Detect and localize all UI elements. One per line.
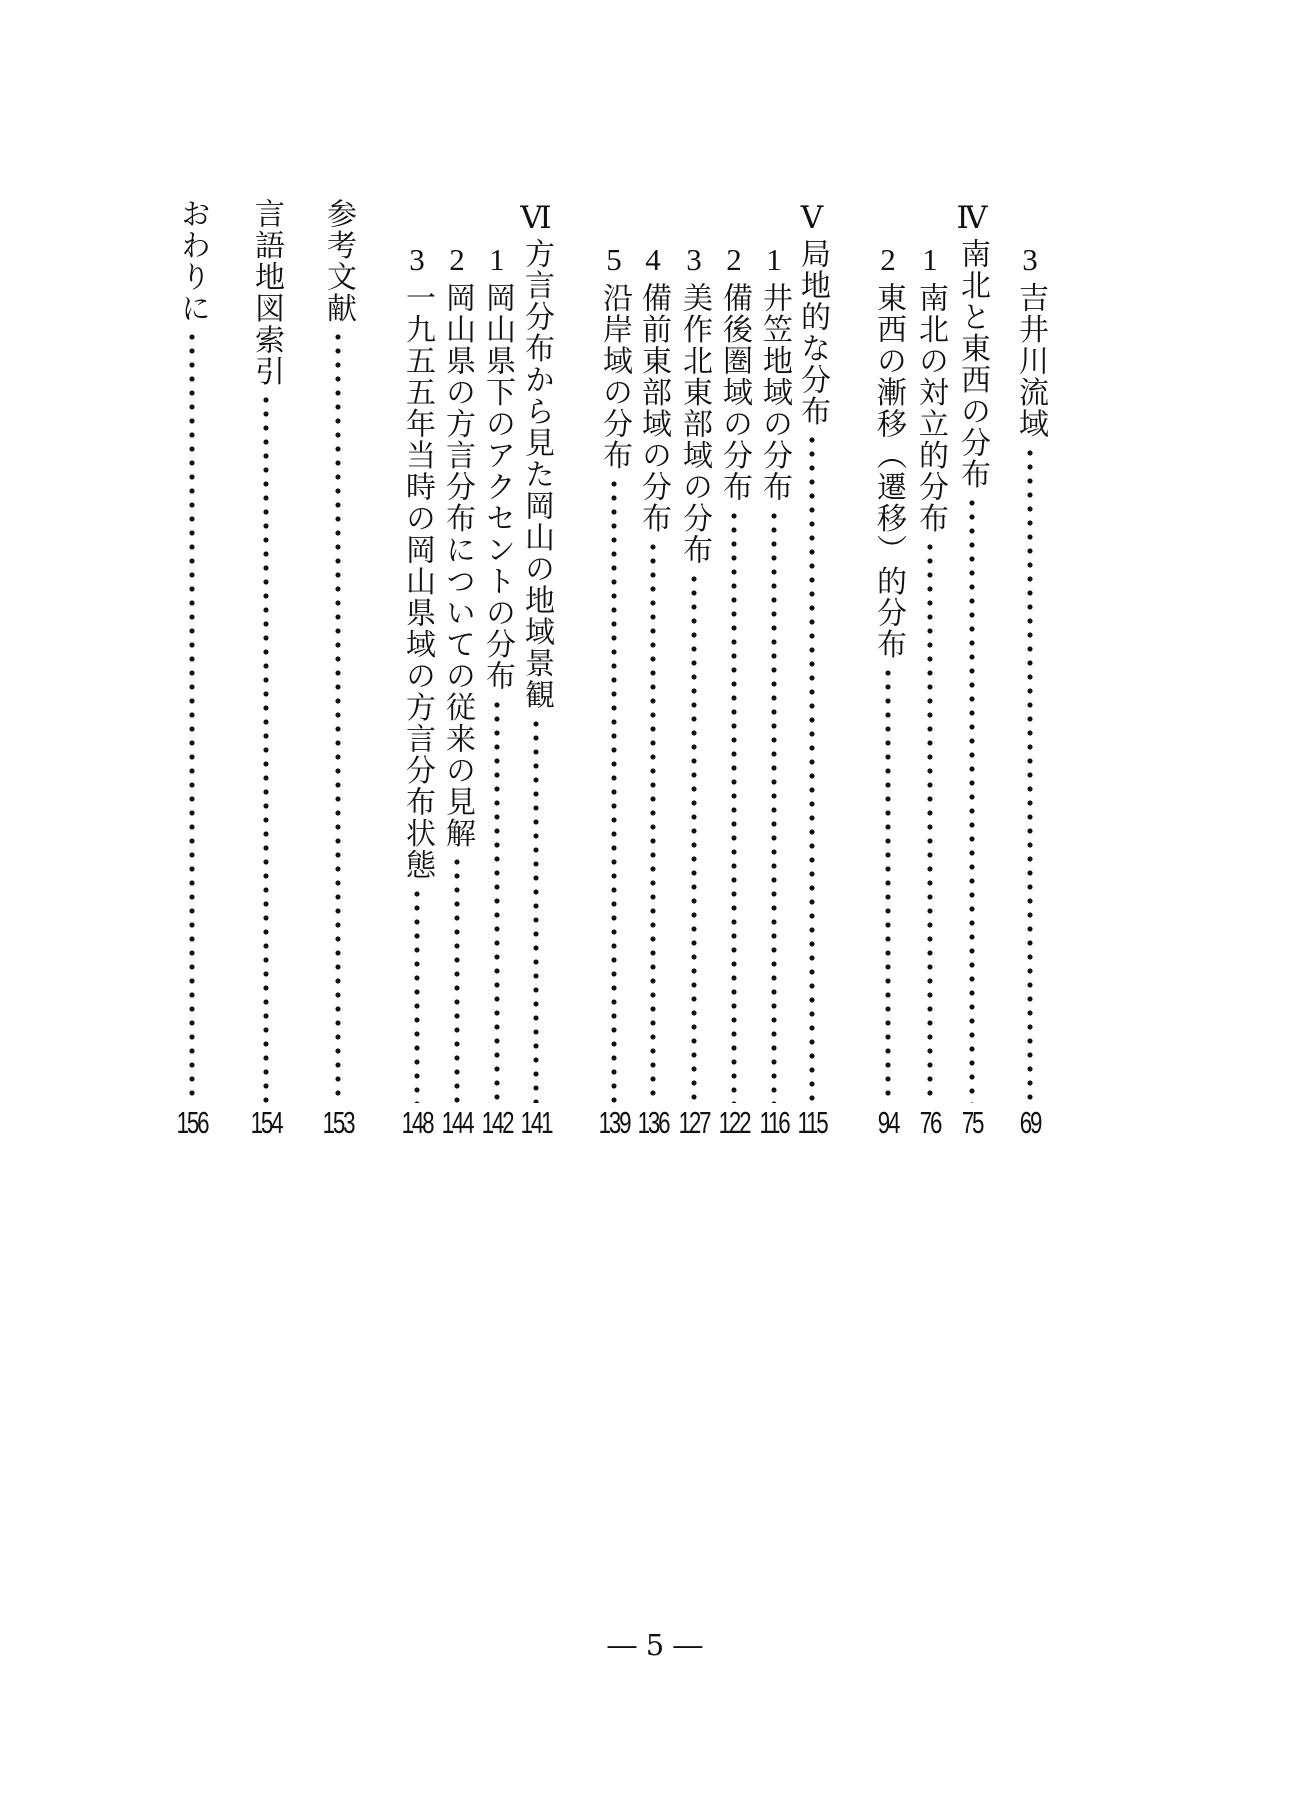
toc-entry	[172, 198, 212, 1160]
toc-page-number: 122	[718, 1105, 750, 1140]
section-number: 3	[686, 242, 702, 277]
dot-leader	[910, 540, 950, 1103]
toc-entry-title: 東西の漸移（遷移）的分布	[871, 282, 906, 660]
dot-leader	[172, 330, 212, 1103]
toc-page-number: 115	[797, 1105, 827, 1140]
toc-entry-column	[910, 198, 950, 1103]
toc-entry	[952, 198, 992, 1160]
toc-entry-title: 南北と東西の分布	[955, 238, 990, 490]
toc-entry-title: 岡山県の方言分布についての従来の見解	[440, 282, 475, 849]
dot-leader	[437, 855, 477, 1103]
toc-entry-title: 方言分布から見た岡山の地域景観	[519, 238, 554, 711]
toc-entry-column	[674, 198, 714, 1103]
toc-page-number: 94	[877, 1105, 899, 1140]
section-number: 2	[880, 242, 896, 277]
toc-entry-column	[714, 198, 754, 1103]
toc-entry-column	[172, 198, 212, 1103]
section-number: 3	[1022, 242, 1038, 277]
toc-page-number: 141	[520, 1105, 552, 1140]
dot-leader	[792, 433, 832, 1103]
toc-entry	[868, 198, 908, 1160]
toc-entry-title: 岡山県下のアクセントの分布	[480, 282, 515, 692]
dot-leader	[633, 540, 673, 1103]
toc-entry-title: 備後圏域の分布	[717, 282, 752, 503]
section-number: 2	[726, 242, 742, 277]
toc-entry-column	[952, 198, 992, 1103]
toc-page-number: 144	[441, 1105, 473, 1140]
toc-page-number: 69	[1019, 1105, 1041, 1140]
toc-entry-title: 局地的な分布	[795, 238, 830, 427]
toc-entry-column	[594, 198, 634, 1103]
toc-entry	[792, 198, 832, 1160]
toc-entry-column	[1010, 198, 1050, 1103]
dot-leader	[318, 330, 358, 1103]
dot-leader	[868, 666, 908, 1103]
toc-page-number: 148	[401, 1105, 433, 1140]
dot-leader	[754, 509, 794, 1104]
toc-entry	[437, 198, 477, 1160]
toc-entry	[594, 198, 634, 1160]
section-number: 1	[489, 242, 505, 277]
toc-entry-column	[397, 198, 437, 1103]
section-number: 1	[766, 242, 782, 277]
toc-entry	[397, 198, 437, 1160]
toc-entry-title: 一九五五年当時の岡山県域の方言分布状態	[400, 282, 435, 881]
dot-leader	[397, 887, 437, 1104]
toc-entry	[714, 198, 754, 1160]
toc-page-number: 153	[322, 1105, 354, 1140]
toc-entry	[318, 198, 358, 1160]
section-number: 2	[449, 242, 465, 277]
dot-leader	[674, 572, 714, 1104]
section-number: 3	[409, 242, 425, 277]
toc-entry-column	[633, 198, 673, 1103]
toc-entry-title: 参考文献	[321, 198, 356, 324]
section-number: 5	[606, 242, 622, 277]
dot-leader	[714, 509, 754, 1104]
toc-page-number: 127	[678, 1105, 710, 1140]
dot-leader	[246, 393, 286, 1103]
chapter-numeral: Ⅳ	[956, 200, 988, 235]
dot-leader	[594, 477, 634, 1103]
toc-page-number: 76	[919, 1105, 941, 1140]
toc-entry-title: 美作北東部域の分布	[677, 282, 712, 566]
toc-entry	[633, 198, 673, 1160]
page-number: ― 5 ―	[607, 1628, 703, 1662]
toc-entry-title: 沿岸域の分布	[597, 282, 632, 471]
toc-page-number: 116	[759, 1105, 789, 1140]
toc-entry	[516, 198, 556, 1160]
toc-entry	[910, 198, 950, 1160]
toc-entry-column	[516, 198, 556, 1103]
toc-page-number: 156	[176, 1105, 208, 1140]
toc-page-number: 136	[637, 1105, 669, 1140]
dot-leader	[1010, 446, 1050, 1104]
toc-entry-title: おわりに	[175, 198, 210, 324]
dot-leader	[477, 698, 517, 1104]
toc-entry-column	[246, 198, 286, 1103]
toc-entry-column	[868, 198, 908, 1103]
chapter-numeral: Ⅵ	[520, 200, 552, 235]
dot-leader	[516, 717, 556, 1104]
toc-page-number: 139	[598, 1105, 630, 1140]
toc-entry	[477, 198, 517, 1160]
toc-entry	[1010, 198, 1050, 1160]
dot-leader	[952, 496, 992, 1103]
toc-page-number: 154	[250, 1105, 282, 1140]
toc-entry	[674, 198, 714, 1160]
toc-entry	[246, 198, 286, 1160]
section-number: 1	[922, 242, 938, 277]
section-number: 4	[645, 242, 661, 277]
toc-entry-column	[792, 198, 832, 1103]
toc-entry-title: 井笠地域の分布	[757, 282, 792, 503]
chapter-numeral: Ⅴ	[800, 200, 824, 235]
toc-entry-column	[437, 198, 477, 1103]
toc-entry-title: 言語地図索引	[249, 198, 284, 387]
toc-entry-title: 備前東部域の分布	[636, 282, 671, 534]
toc-entry-title: 南北の対立的分布	[913, 282, 948, 534]
toc-entry	[754, 198, 794, 1160]
toc-entry-column	[477, 198, 517, 1103]
toc-entry-column	[318, 198, 358, 1103]
toc-entry-title: 吉井川流域	[1013, 282, 1048, 440]
toc-entry-column	[754, 198, 794, 1103]
toc-page-number: 142	[481, 1105, 513, 1140]
toc-page-number: 75	[961, 1105, 983, 1140]
